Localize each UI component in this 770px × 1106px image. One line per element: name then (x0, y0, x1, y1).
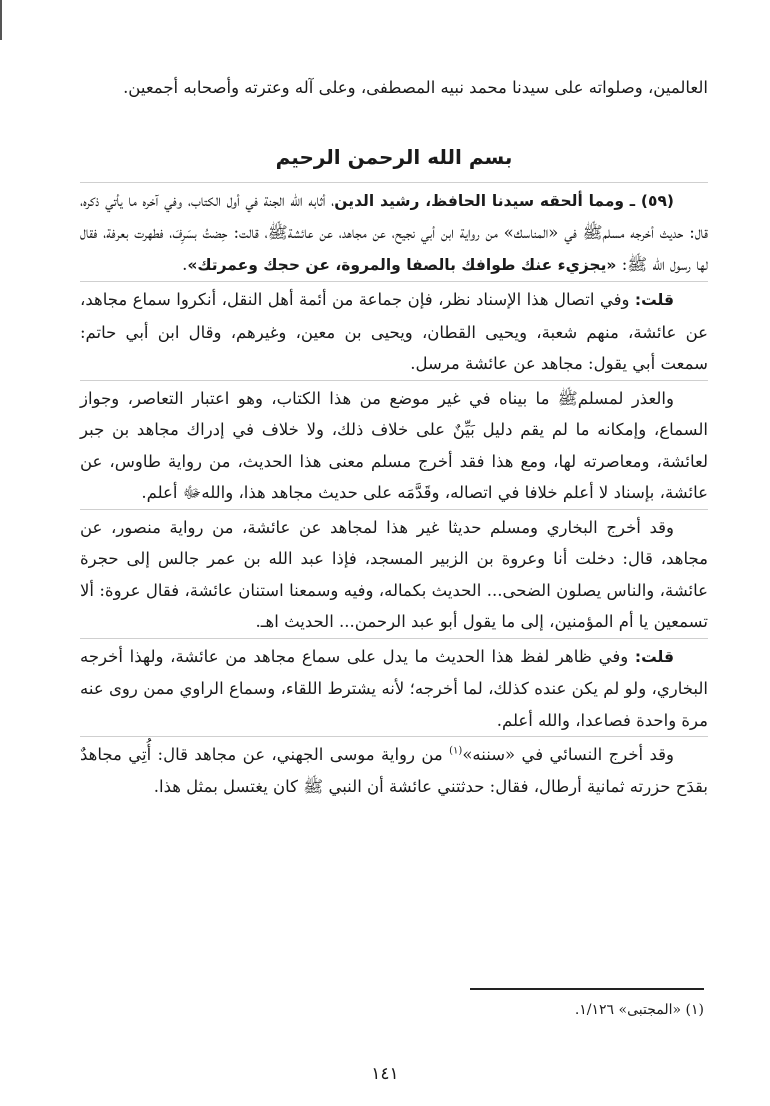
hadith-quote: «يجزيء عنك طوافك بالصفا والمروة، عن حجك وعمرتك» (187, 255, 617, 274)
qultu-label: قلت: (634, 291, 674, 309)
footnote-reference: (١) (449, 745, 463, 757)
section-text-a: ، أثابه الله الجنة في أول الكتاب، وفي آخره ما يأتي ذكره، قال: حديث أخرجه مسلمﷺ في «المناسك» من رواية ابن أبي نجيح، عن مجاهد، عن عائشةﷺ، قالت: حِضتُ بسَرِفَ، فطهرت بعرفة، فقال لها رسول الله ﷺ: (80, 190, 708, 274)
intro-paragraph: العالمين، وصلواته على سيدنا محمد نبيه المصطفى، وعلى آله وعترته وأصحابه أجمعين. (123, 78, 708, 97)
scan-edge-line (0, 0, 2, 40)
page-number: ١٤١ (371, 1064, 399, 1084)
qultu-paragraph-1 (80, 281, 708, 380)
qultu-paragraph-2 (80, 638, 708, 737)
qultu-text: وفي ظاهر لفظ هذا الحديث ما يدل على سماع مجاهد من عائشة، ولهذا أخرجه البخاري، ولو لم يكن عنده كذلك، لما أخرجه؛ لأنه يشترط اللقاء، وسماع الراوي ممن روى عنه مرة واحدة فصاعدا، والله أعلم. (80, 646, 708, 730)
footnote-text: «المجتبى» ١/١٢٦. (574, 1002, 682, 1018)
nasai-text-b: من رواية موسى الجهني، عن مجاهد قال: أُتِي مجاهدٌ بقدَح حزرته ثمانية أرطال، فقال: حدثتني عائشة أن النبي ﷺ كان يغتسل بمثل هذا. (80, 745, 708, 796)
nasai-text-a: وقد أخرج النسائي في «سننه» (462, 745, 674, 764)
qultu-text: وفي اتصال هذا الإسناد نظر، فإن جماعة من أئمة أهل النقل، أنكروا سماع مجاهد، عن عائشة، منهم شعبة، ويحيى القطان، ويحيى بن معين، وغيرهم، وقال ابن أبي حاتم: سمعت أبي يقول: مجاهد عن عائشة مرسل. (80, 290, 708, 373)
page-body (80, 72, 708, 802)
footnote-marker: (١) (685, 1002, 704, 1018)
section-text-b: . (182, 254, 188, 274)
qultu-label: قلت: (634, 647, 674, 666)
footnote-separator (470, 988, 704, 990)
section-59-paragraph (80, 182, 708, 282)
section-bold-lead: ومما ألحقه سيدنا الحافظ، رشيد الدين (334, 191, 625, 210)
bukhari-muslim-paragraph: وقد أخرج البخاري ومسلم حديثا غير هذا لمجاهد عن عائشة، من رواية منصور، عن مجاهد، قال: دخلت أنا وعروة بن الزبير المسجد، فإذا عبد الله بن عمر جالس إلى حجرة عائشة، والناس يصلون الضحى... الحديث بكماله، وفيه وسمعنا استنان عائشة، فقال عروة: ألا تسمعين يا أم المؤمنين، إلى ما يقول أبو عبد الرحمن... الحديث اهـ. (80, 509, 708, 638)
footnote (304, 998, 704, 1022)
basmala-heading: بسم الله الرحمن الرحيم (275, 144, 513, 169)
excuse-paragraph: والعذر لمسلمﷺ ما بيناه في غير موضع من هذا الكتاب، وهو اعتبار التعاصر، وجواز السماع، وإمكانه ما لم يقم دليل بَيِّنٌ على خلاف ذلك، ولا خلاف في إدراك مجاهد بن جبر لعائشة، ومعاصرته لها، ومع هذا فقد أخرج مسلم معنى هذا الحديث، من رواية طاوس، عن عائشة، بإسناد لا أعلم خلافا في اتصاله، وقَدَّمَه على حديث مجاهد هذا، واللهﷻ أعلم. (80, 380, 708, 509)
section-number: (٥٩) ـ (629, 191, 675, 210)
nasai-paragraph (80, 736, 708, 802)
